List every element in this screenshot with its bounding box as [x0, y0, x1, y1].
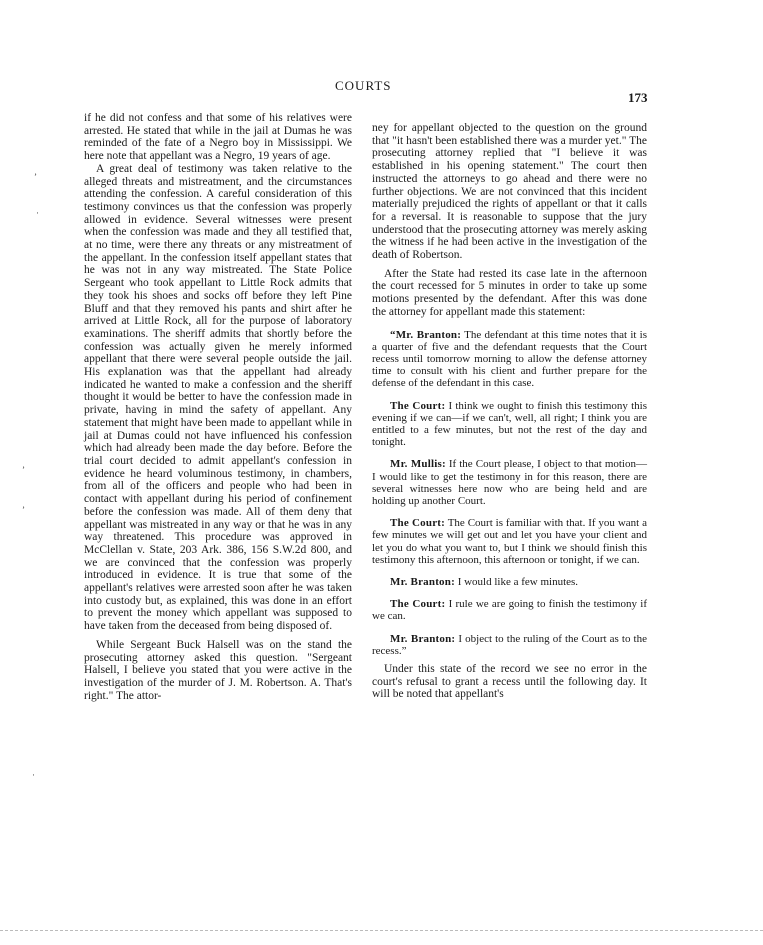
margin-mark: ’ [22, 465, 25, 475]
transcript-entry [372, 598, 647, 622]
transcript-entry [372, 400, 647, 449]
paragraph: After the State had rested its case late in the afternoon the court recessed for 5 minutes in order to take up some motions presented by the defendant. After this was done the attorney for appellant made this statement: [372, 267, 647, 318]
speaker-label: The Court: [390, 517, 446, 530]
speech-text: I object to the ruling of the Court as to the recess.” [372, 632, 647, 657]
speech-text: I rule we are going to finish the testimony if we can. [372, 598, 648, 623]
speech-text: The defendant at this time notes that it is a quarter of five and the defendant requests that the Court recess until tomorrow morning to allow the defense attorney time to consult with his client and further prepare for the defense of the defendant in this case. [372, 328, 647, 390]
speaker-label: The Court: [390, 598, 446, 611]
speaker-label: Mr. Mullis: [390, 458, 446, 471]
speaker-label: Mr. Branton: [390, 632, 456, 645]
paragraph: A great deal of testimony was taken relative to the alleged threats and mistreatment, and the circumstances attending the confession. A careful consideration of this testimony convinces us that the confession was properly allowed in evidence. Several witnesses were present when the confession was made and they all testified that, at no time, were there any threats or any mistreatment of the appellant. In the confession itself appellant states that he was not in any way mistreated. The State Police Sergeant who took appellant to Little Rock admits that they took his shoes and socks off before they left Pine Bluff and that they removed his pants and shirt after he arrived at Little Rock, all for the purpose of laboratory examinations. The sheriff admits that shortly before the confession was actually given he merely informed appellant that there were several people outside the jail. His explanation was that the appellant had already indicated he wanted to make a confession and the sheriff thought it would be better to have the confession made in private, having in mind the safety of appellant. Any statement that might have been made to appellant while in jail at Dumas could not have influenced his confession which had already been made the day before. Before the trial court decided to admit appellant's confession in evidence he heard voluminous testimony, in chambers, from all of the officers and people who had been in contact with appellant during his period of confinement before the confession was made. All of them deny that appellant was mistreated in any way or that he was in any way threatened. This procedure was approved in McClellan v. State, 203 Ark. 386, 156 S.W.2d 800, and we are convinced that the confession was properly introduced in evidence. It is true that some of the appellant's relatives were arrested soon after he was taken into custody but, as explained, this was done in an effort to prevent the money which appellant was supposed to have taken from the deceased from being disposed of. [84, 162, 352, 633]
scan-edge-line [0, 930, 763, 931]
margin-mark: · [36, 208, 39, 218]
transcript-block [372, 329, 647, 657]
paragraph: While Sergeant Buck Halsell was on the stand the prosecuting attorney asked this question. "Sergeant Halsell, I believe you stated that you were active in the investigation of the murder of J. M. Robertson. A. That's right." The attor- [84, 638, 352, 702]
speaker-label: “Mr. Branton: [390, 328, 462, 341]
margin-mark: · [32, 770, 35, 780]
paragraph: ney for appellant objected to the question on the ground that "it hasn't been established there was a murder yet." The prosecuting attorney replied that "I believe it was established in his opening statement." The court then instructed the attorneys to go ahead and there were no further objections. We are not convinced that this incident materially prejudiced the rights of appellant or that it calls for a reversal. It is reasonable to suppose that the jury understood that the prosecuting attorney was merely asking the witness if he had been active in the investigation of the death of Robertson. [372, 122, 647, 262]
paragraph: if he did not confess and that some of his relatives were arrested. He stated that while in the jail at Dumas he was reminded of the fate of a Negro boy in Mississippi. We here note that appellant was a Negro, 19 years of age. [84, 112, 352, 163]
transcript-entry [372, 329, 647, 390]
page-number: 173 [628, 90, 648, 105]
left-column [84, 112, 352, 702]
speech-text: If the Court please, I object to that motion—I would like to get the testimony in for this reason, there are several witnesses here now who are being held and are holding up another Court. [372, 458, 647, 507]
paragraph: Under this state of the record we see no error in the court's refusal to grant a recess until the following day. It will be noted that appellant's [372, 663, 647, 701]
transcript-entry [372, 458, 647, 507]
speech-text: I think we ought to finish this testimony this evening if we can—if we can't, well, all right; I think you are entitled to a few minutes, but not the rest of the day and tonight. [372, 399, 648, 449]
speech-text: I would like a few minutes. [454, 576, 579, 588]
margin-mark: ’ [22, 505, 25, 515]
right-column [372, 122, 647, 701]
speaker-label: The Court: [390, 399, 446, 412]
running-header-title: COURTS [335, 78, 392, 93]
margin-mark: ’ [34, 172, 37, 182]
transcript-entry [372, 517, 647, 566]
speech-text: The Court is familiar with that. If you want a few minutes we will get out and let you have your client and let you do what you want to, but I think we should finish this testimony this afternoon, this afternoon or tonight, if we can. [372, 517, 647, 566]
transcript-entry [372, 576, 647, 588]
transcript-entry [372, 633, 647, 657]
speaker-label: Mr. Branton: [390, 576, 455, 588]
